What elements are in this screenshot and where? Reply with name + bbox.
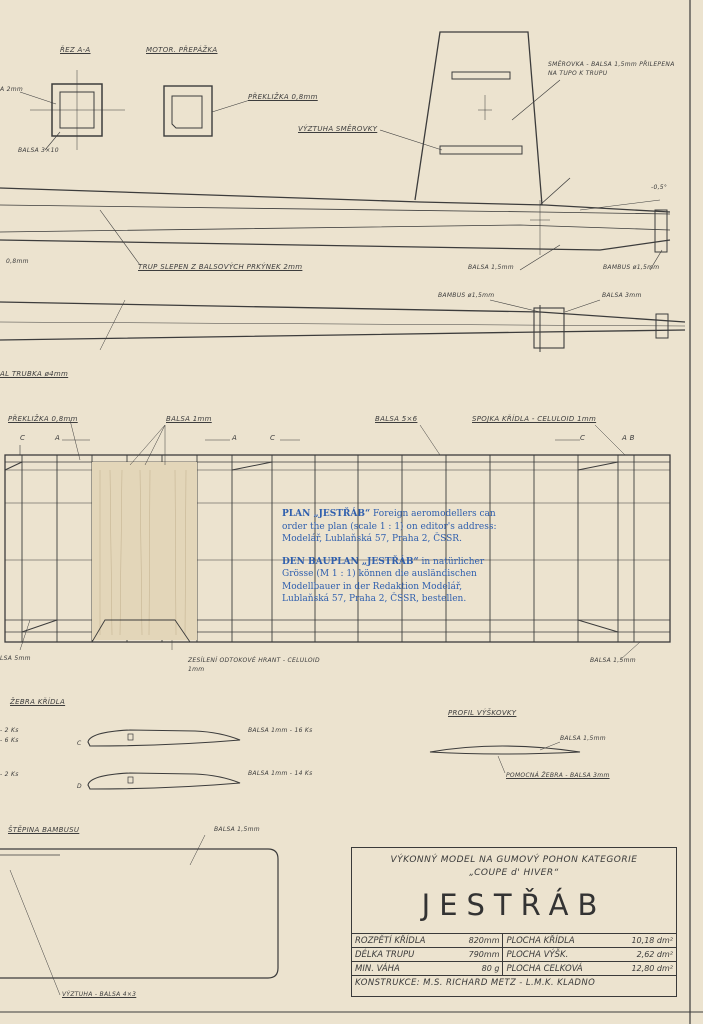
spec-row [352,962,676,976]
spec-value: 820mm [453,934,503,948]
label-0-8mm: 0,8mm [6,258,29,265]
model-name: JESTŘÁB [421,888,607,922]
label-section-c-right: C [580,434,586,442]
spec-row-footer [352,976,676,990]
order-note [282,508,502,616]
spec-label: ROZPĚTÍ KŘÍDLA [352,934,453,948]
label-stepina: ŠTĚPINA BAMBUSU [8,826,80,834]
label-balsa-profile: BALSA 1,5mm [560,735,606,742]
label-ks-1: - 2 Ks [0,727,19,734]
spec-label: PLOCHA KŘÍDLA [503,934,613,948]
label-balsa-stab: BALSA 1,5mm [214,826,260,833]
note-en-title: PLAN „JESTŘÁB“ [282,509,371,519]
label-balsa-16ks: BALSA 1mm - 16 Ks [248,727,313,734]
label-preklizka-wing: PŘEKLIŽKA 0,8mm [8,415,78,423]
label-section-c-mid: C [270,434,276,442]
label-rib-c: C [77,740,82,747]
title-block [351,847,677,997]
spec-value: 790mm [453,948,503,962]
spec-row [352,948,676,962]
label-profil: PROFIL VÝŠKOVKY [448,709,517,717]
spec-value: 12,80 dm² [613,962,676,976]
spec-value: 2,62 dm² [613,948,676,962]
label-balsa-5x6: BALSA 5×6 [375,415,418,423]
label-angle: -0,5° [651,184,668,191]
label-balsa-3x10: BALSA 3×10 [18,147,59,154]
spec-label: PLOCHA CELKOVÁ [503,962,613,976]
note-english [282,508,502,546]
label-section-a-b: A B [622,434,635,442]
label-al-trubka: AL TRUBKA ø4mm [0,370,69,378]
label-motor-bulkhead: MOTOR. PŘEPÁŽKA [146,46,218,54]
label-zebra: ŽEBRA KŘÍDLA [10,698,66,706]
label-section-a-left: A [55,434,61,442]
label-rib-d: D [77,783,82,790]
label-section-c-left: C [20,434,26,442]
spec-label: DÉLKA TRUPU [352,948,453,962]
label-zesileni: ZESÍLENÍ ODTOKOVÉ HRANT - CELULOID 1mm [188,657,320,673]
spec-row [352,934,676,948]
label-spojka: SPOJKA KŘÍDLA - CELULOID 1mm [472,415,597,423]
label-vyztuha-smerovky: VÝZTUHA SMĚROVKY [298,125,378,133]
spec-value: 80 g [453,962,503,976]
label-balsa-wing: BALSA 1,5mm [590,657,636,664]
label-ks-2: - 6 Ks [0,737,19,744]
label-pomocna: POMOCNÁ ŽEBRA - BALSA 3mm [506,772,610,779]
spec-label: MIN. VÁHA [352,962,453,976]
label-balsa-fuselage: BALSA 1,5mm [468,264,514,271]
specs-table [352,933,676,989]
label-preklizka-top: PŘEKLIŽKA 0,8mm [248,93,318,101]
label-bambus-center: BAMBUS ø1,5mm [438,292,495,299]
label-smerovka: SMĚROVKA - BALSA 1,5mm PŘILEPENA NA TUPO K TRUPU [548,61,675,77]
label-section-a-mid: A [232,434,238,442]
spec-value: 10,18 dm² [613,934,676,948]
title-block-line1: VÝKONNÝ MODEL NA GUMOVÝ POHON KATEGORIE [390,855,638,865]
label-section-a-a: ŘEZ A-A [60,46,91,54]
title-block-line2: „COUPE d' HIVER“ [469,868,559,878]
label-ks-3: - 2 Ks [0,771,19,778]
note-de-title: DEN BAUPLAN „JESTŘÁB“ [282,556,419,567]
label-lsa: LSA 5mm [0,655,31,662]
label-vyztuha-balsa: VÝZTUHA - BALSA 4×3 [62,991,137,998]
title-block-heading [352,854,676,880]
label-a2mm: A 2mm [0,86,24,93]
spec-label: PLOCHA VÝŠK. [503,948,613,962]
label-bambus-right: BAMBUS ø1,5mm [603,264,660,271]
designer-credit: KONSTRUKCE: M.S. RICHARD METZ - L.M.K. KLADNO [352,976,676,990]
note-german [282,556,502,606]
note-de-text: in natürlicher Grösse (M 1 : 1) können die ausländischen Modellbauer in der Redaktion Modelář, Lublaňská 57, Praha 2, ČSSR, bestellen. [282,556,485,604]
label-trup: TRUP SLEPEN Z BALSOVÝCH PRKÝNEK 2mm [138,263,303,271]
note-en-text: Foreign aeromodellers can order the plan (scale 1 : 1) on editor's address: Modelář, Lublaňská 57, Praha 2, ČSSR. [282,509,497,544]
label-balsa-14ks: BALSA 1mm - 14 Ks [248,770,313,777]
label-balsa-1mm: BALSA 1mm [166,415,212,423]
label-balsa-3mm: BALSA 3mm [602,292,642,299]
